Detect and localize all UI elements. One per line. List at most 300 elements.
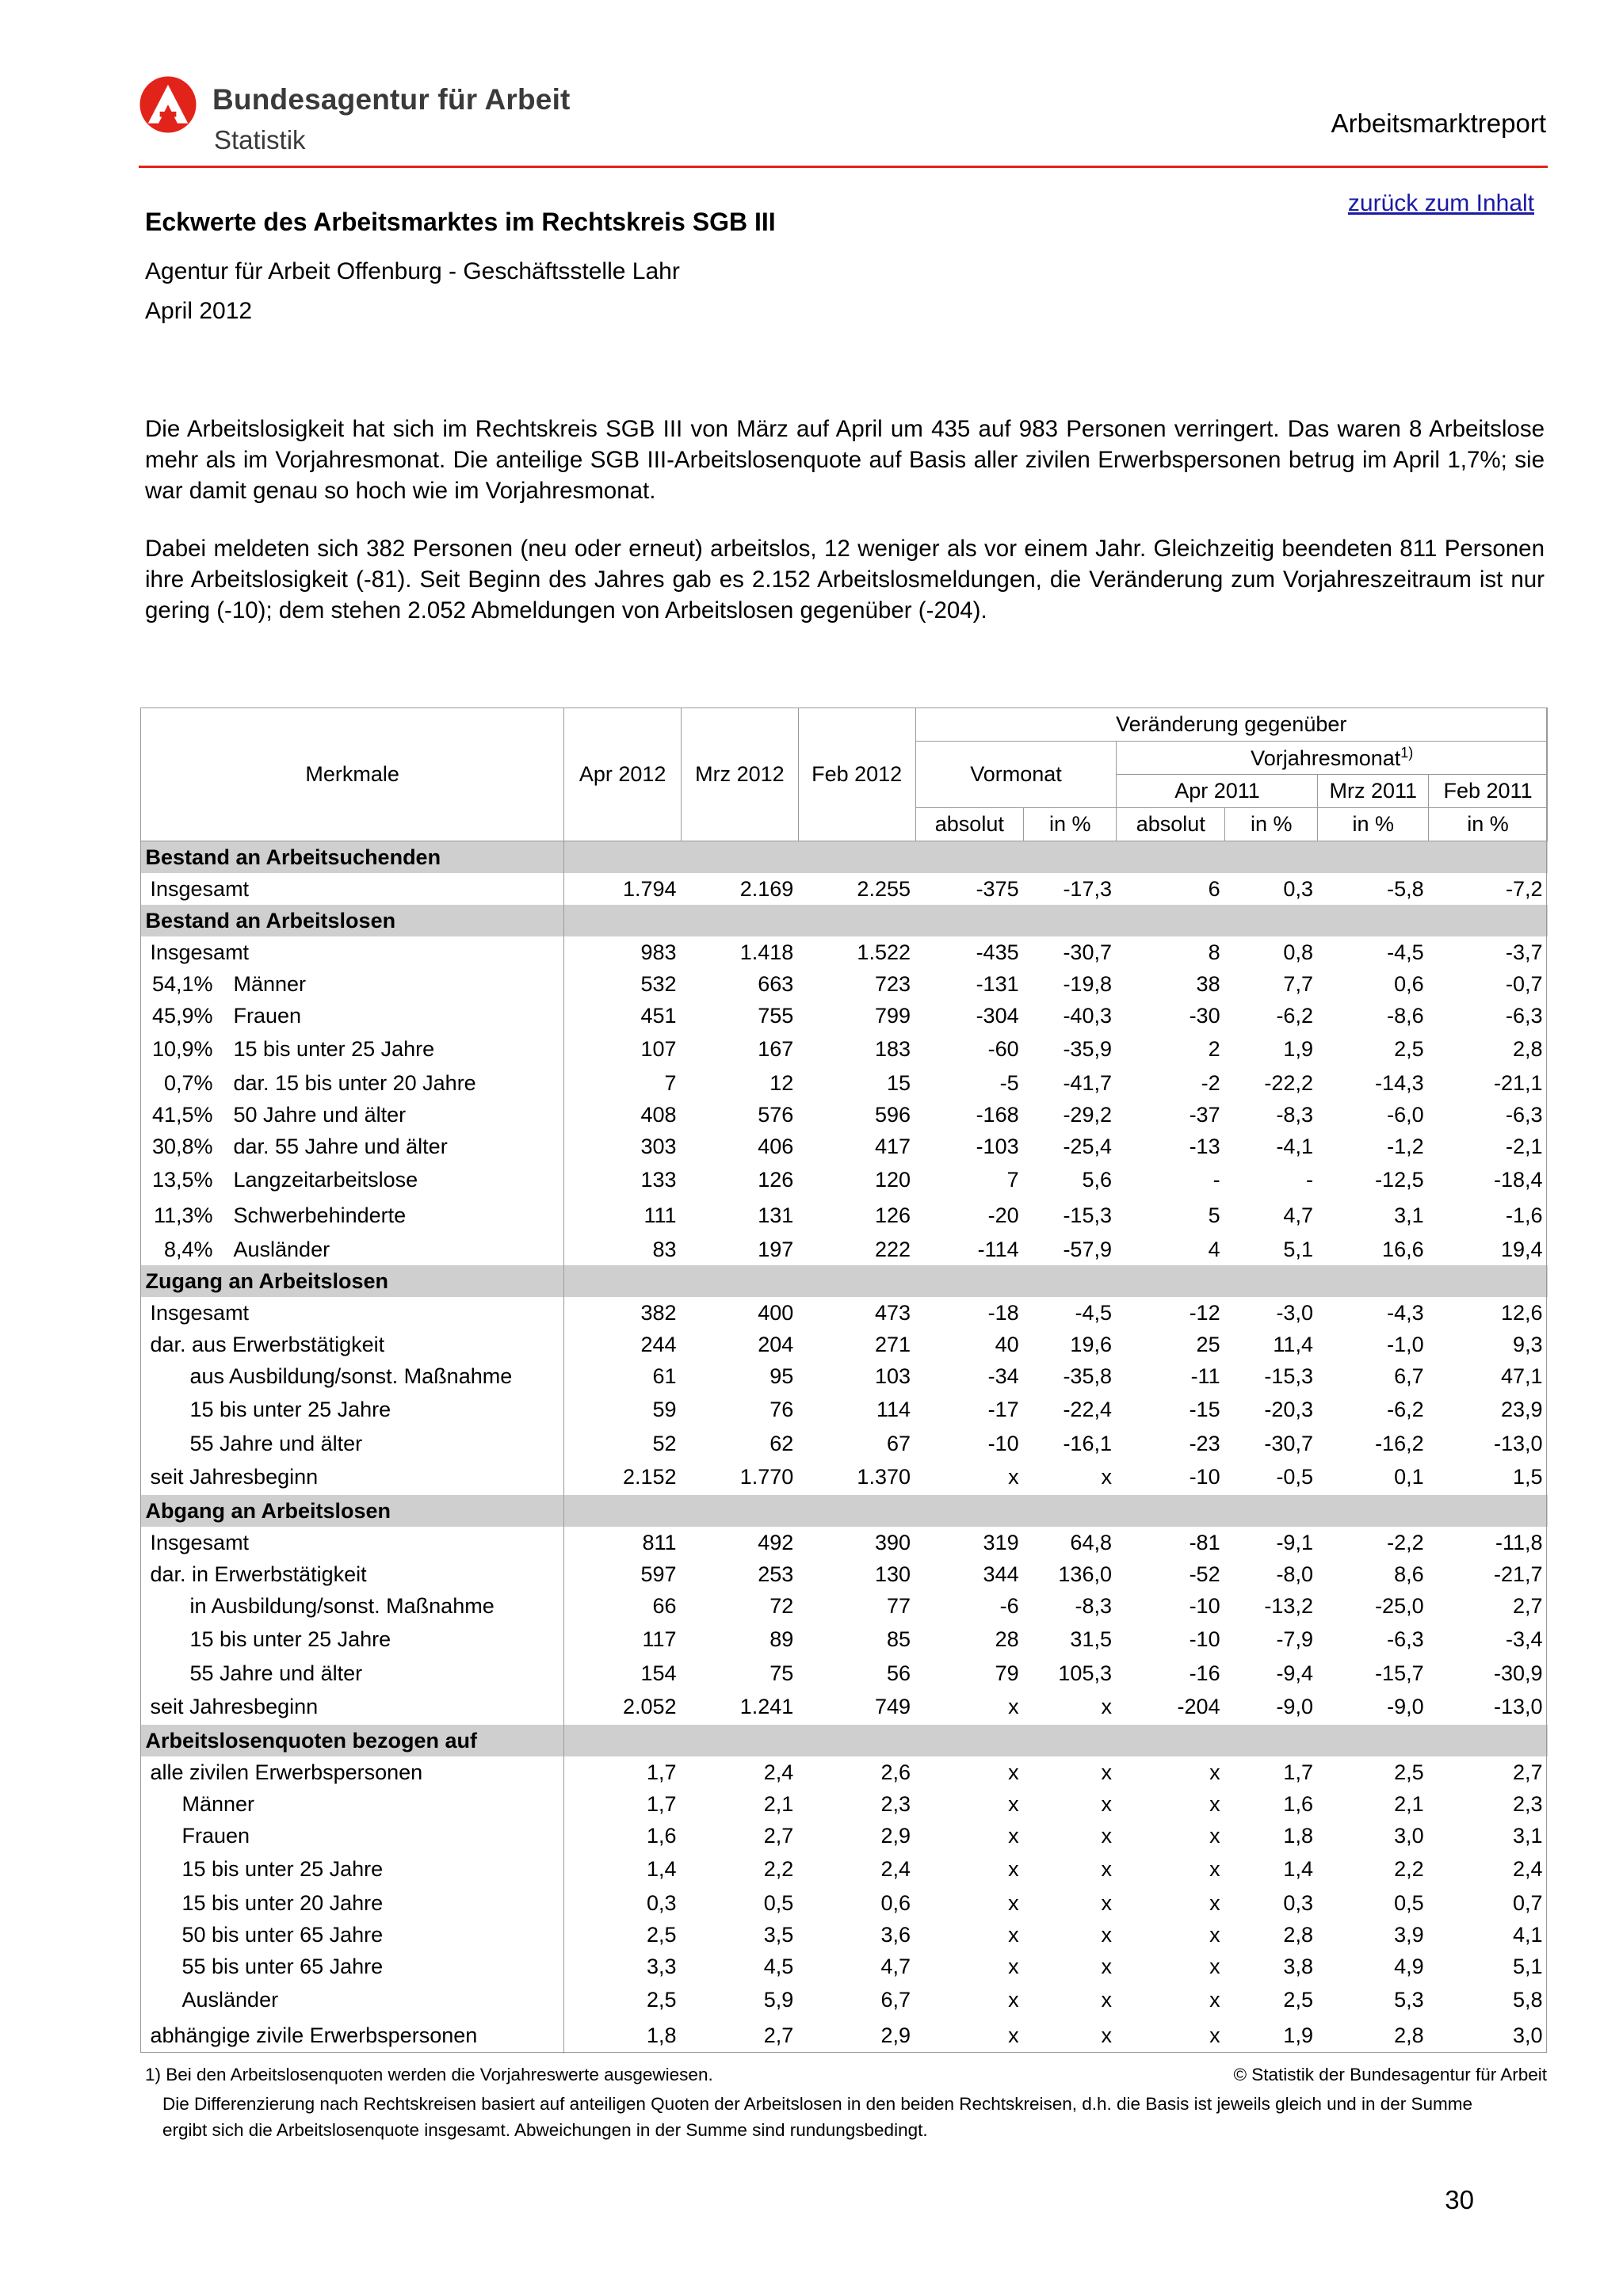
table-cell: x — [1101, 1857, 1112, 1881]
row-label — [141, 1234, 564, 1265]
share-percent: 13,5% — [151, 1168, 213, 1192]
table-cell: 4,1 — [1512, 1922, 1543, 1947]
table-cell: x — [1101, 1695, 1112, 1718]
table-row — [141, 1788, 1548, 1820]
table-cell: 5,9 — [763, 1988, 794, 2012]
table-cell: -23 — [1189, 1431, 1220, 1455]
table-cell: -35,8 — [1063, 1363, 1112, 1388]
table-cell: x — [1101, 1760, 1112, 1784]
table-cell: 4,7 — [1283, 1203, 1313, 1227]
col-header-vormonat: Vormonat — [915, 742, 1117, 808]
table-row — [141, 1689, 1548, 1725]
table-row — [141, 1392, 1548, 1428]
table-cell: -15,3 — [1063, 1203, 1112, 1227]
table-cell: x — [1209, 1922, 1220, 1947]
table-cell: 222 — [874, 1237, 911, 1261]
table-cell: 52 — [652, 1431, 677, 1455]
col-header-absolut-apr2011: absolut — [1117, 808, 1225, 841]
table-cell — [564, 905, 682, 936]
col-header-pct-feb2011: in % — [1429, 808, 1548, 841]
table-cell: 6,7 — [880, 1988, 911, 2012]
row-label-text: Männer — [233, 971, 307, 996]
table-cell — [1318, 841, 1429, 874]
table-cell: 382 — [640, 1300, 677, 1325]
report-period: April 2012 — [145, 298, 253, 324]
table-cell: -9,0 — [1276, 1695, 1313, 1718]
table-cell — [915, 841, 1024, 874]
table-row — [141, 1162, 1548, 1198]
footnote-2: Die Differenzierung nach Rechtskreisen basiert auf anteiligen Quoten der Arbeitslosen in den beiden Rechtskreisen, d.h. die Basis ist jeweils gleich und in der Summe ergibt sich die Arbeitslosenquote insgesamt. Abweichungen in der Summe sind rundungsbedingt. — [162, 2094, 1473, 2140]
report-title: Arbeitsmarktreport — [1331, 109, 1546, 138]
table-cell: -13,0 — [1493, 1695, 1543, 1718]
table-cell — [682, 1265, 799, 1297]
table-cell: 2,1 — [763, 1791, 794, 1816]
row-label: Bestand an Arbeitsuchenden — [141, 841, 564, 874]
row-label — [141, 1198, 564, 1234]
table-cell — [798, 1265, 915, 1297]
row-label: Frauen — [181, 1823, 250, 1848]
table-cell: 62 — [769, 1431, 794, 1455]
row-label — [141, 1000, 564, 1032]
col-header-vorjahresmonat: Vorjahresmonat$^{1)}$ — [1117, 742, 1548, 775]
row-label-text: Frauen — [233, 1003, 302, 1028]
table-cell: -6 — [999, 1593, 1019, 1618]
table-cell: - — [1212, 1168, 1220, 1192]
row-label: seit Jahresbeginn — [150, 1695, 319, 1718]
row-label-text: dar. 15 bis unter 20 Jahre — [233, 1070, 476, 1095]
table-cell: x — [1209, 1988, 1220, 2012]
table-cell: 197 — [758, 1237, 794, 1261]
table-cell: -11,8 — [1495, 1530, 1543, 1554]
table-cell: -103 — [976, 1134, 1019, 1158]
row-label: 15 bis unter 25 Jahre — [189, 1627, 391, 1651]
table-cell: 2.255 — [857, 876, 911, 901]
table-row — [141, 1982, 1548, 2018]
table-cell: 1,7 — [646, 1791, 677, 1816]
table-cell: -15 — [1189, 1398, 1220, 1421]
table-cell: 2.169 — [739, 876, 794, 901]
table-cell: - — [1305, 1168, 1313, 1192]
table-cell: 107 — [640, 1037, 677, 1061]
row-label: aus Ausbildung/sonst. Maßnahme — [189, 1363, 513, 1388]
table-cell — [1024, 1725, 1117, 1756]
table-row — [141, 1329, 1548, 1360]
table-cell: 532 — [640, 971, 677, 996]
page-header — [0, 0, 1623, 174]
row-label: Ausländer — [181, 1988, 279, 2012]
row-label: dar. in Erwerbstätigkeit — [150, 1562, 367, 1586]
table-body — [141, 841, 1548, 2054]
row-label-text: Schwerbehinderte — [233, 1203, 407, 1227]
table-cell: 3,3 — [646, 1954, 677, 1978]
table-row — [141, 1032, 1548, 1067]
table-cell: 0,6 — [880, 1890, 911, 1915]
table-cell: 2,3 — [1512, 1791, 1543, 1816]
agency-name: Agentur für Arbeit Offenburg - Geschäftsstelle Lahr — [145, 258, 680, 284]
table-cell: 1,5 — [1512, 1465, 1543, 1489]
row-label: Arbeitslosenquoten bezogen auf — [141, 1725, 564, 1756]
table-cell — [1225, 1265, 1318, 1297]
table-cell: 133 — [640, 1168, 677, 1192]
table-cell: x — [1008, 1890, 1019, 1915]
table-row — [141, 968, 1548, 1000]
table-cell: 2,7 — [763, 1823, 794, 1848]
table-cell: 7 — [664, 1070, 677, 1095]
org-subtitle: Statistik — [214, 125, 306, 154]
table-row — [141, 1131, 1548, 1162]
table-cell: -0,7 — [1505, 971, 1543, 996]
table-cell — [1117, 905, 1225, 936]
table-cell: 3,9 — [1394, 1922, 1424, 1947]
labor-market-table — [140, 707, 1548, 2054]
table-cell: 1.770 — [739, 1465, 794, 1489]
table-cell: 303 — [640, 1134, 677, 1158]
table-cell: 344 — [983, 1562, 1019, 1586]
table-row — [141, 1360, 1548, 1392]
copyright-note: © Statistik der Bundesagentur für Arbeit — [1233, 2065, 1547, 2084]
table-cell — [915, 1725, 1024, 1756]
col-header-mrz-2012: Mrz 2012 — [682, 708, 799, 841]
table-cell — [682, 841, 799, 874]
table-cell: 38 — [1196, 971, 1220, 996]
row-label: alle zivilen Erwerbspersonen — [150, 1760, 423, 1784]
table-cell: 1,7 — [646, 1760, 677, 1784]
table-cell: 3,0 — [1394, 1823, 1424, 1848]
table-cell: 2,4 — [1512, 1857, 1543, 1881]
table-cell: 408 — [640, 1102, 677, 1127]
table-cell: 1,4 — [646, 1857, 677, 1881]
table-cell: -41,7 — [1063, 1070, 1112, 1095]
table-cell: -40,3 — [1063, 1003, 1112, 1028]
table-cell: 6,7 — [1394, 1363, 1424, 1388]
table-cell: 77 — [886, 1593, 911, 1618]
table-cell — [798, 905, 915, 936]
table-cell: -25,4 — [1063, 1134, 1112, 1158]
table-cell: 0,1 — [1394, 1465, 1424, 1489]
table-cell — [1225, 841, 1318, 874]
table-cell: 67 — [886, 1431, 911, 1455]
table-cell — [915, 1265, 1024, 1297]
table-cell: -14,3 — [1375, 1070, 1424, 1095]
table-cell: 3,1 — [1512, 1823, 1543, 1848]
table-cell: 811 — [642, 1530, 677, 1554]
table-cell: 1,6 — [646, 1823, 677, 1848]
table-cell: -6,0 — [1387, 1102, 1424, 1127]
table-cell: -8,0 — [1276, 1562, 1313, 1586]
table-cell — [1117, 1495, 1225, 1527]
table-cell: -22,4 — [1063, 1398, 1112, 1421]
table-cell: 130 — [874, 1562, 911, 1586]
table-cell: 1,7 — [1283, 1760, 1313, 1784]
table-cell: 492 — [758, 1530, 794, 1554]
table-cell — [1024, 1265, 1117, 1297]
table-cell: 19,4 — [1500, 1237, 1543, 1261]
table-cell: -57,9 — [1063, 1237, 1112, 1261]
table-cell: 25 — [1196, 1332, 1220, 1356]
table-cell: -435 — [976, 940, 1019, 964]
table-row — [141, 1919, 1548, 1951]
table-cell: 2,5 — [1283, 1988, 1313, 2012]
table-cell: x — [1008, 2023, 1019, 2047]
table-cell — [1117, 841, 1225, 874]
table-cell: 2,6 — [880, 1760, 911, 1784]
table-cell: -4,1 — [1276, 1134, 1313, 1158]
table-cell: 597 — [640, 1562, 677, 1586]
table-cell: -37 — [1189, 1102, 1220, 1127]
table-cell: 663 — [758, 971, 794, 996]
table-cell: 2,1 — [1394, 1791, 1424, 1816]
row-label — [141, 1032, 564, 1067]
table-cell: -20,3 — [1264, 1398, 1313, 1421]
table-cell: 154 — [640, 1661, 677, 1685]
table-cell: 85 — [886, 1627, 911, 1651]
table-cell — [564, 1265, 682, 1297]
table-cell: 2,2 — [1394, 1857, 1424, 1881]
table-cell: 2,7 — [1512, 1593, 1543, 1618]
table-cell: 755 — [758, 1003, 794, 1028]
table-cell: x — [1101, 1791, 1112, 1816]
row-label — [141, 1067, 564, 1099]
table-cell: 1.418 — [739, 940, 794, 964]
table-cell: 2,8 — [1512, 1037, 1543, 1061]
table-cell: 103 — [874, 1363, 911, 1388]
table-cell: -2 — [1201, 1070, 1220, 1095]
table-cell: 2,4 — [763, 1760, 794, 1784]
table-cell — [1429, 1725, 1548, 1756]
table-cell: 31,5 — [1070, 1627, 1112, 1651]
table-cell: -3,0 — [1276, 1300, 1313, 1325]
table-cell: 0,3 — [1283, 1890, 1313, 1915]
table-cell: 11,4 — [1273, 1332, 1313, 1356]
table-cell: 400 — [758, 1300, 794, 1325]
table-cell: -18,4 — [1493, 1168, 1543, 1192]
table-cell: 126 — [874, 1203, 911, 1227]
table-cell: 61 — [652, 1363, 677, 1388]
table-cell — [1318, 1495, 1429, 1527]
table-cell: 2,5 — [646, 1988, 677, 2012]
table-cell: 15 — [886, 1070, 911, 1095]
footnote-1: 1) Bei den Arbeitslosenquoten werden die Vorjahreswerte ausgewiesen. — [145, 2065, 713, 2084]
table-row — [141, 1000, 1548, 1032]
table-cell: 417 — [874, 1134, 911, 1158]
col-header-pct-vormonat: in % — [1024, 808, 1117, 841]
table-cell — [1429, 905, 1548, 936]
row-label: Abgang an Arbeitslosen — [141, 1495, 564, 1527]
table-cell: -17 — [987, 1398, 1019, 1421]
table-cell: 799 — [874, 1003, 911, 1028]
table-cell: -22,2 — [1264, 1070, 1313, 1095]
table-cell: 576 — [758, 1102, 794, 1127]
row-label — [141, 1099, 564, 1131]
table-cell: 131 — [758, 1203, 794, 1227]
table-cell: 3,6 — [880, 1922, 911, 1947]
table-cell: -4,3 — [1387, 1300, 1424, 1325]
table-cell: -2,2 — [1387, 1530, 1424, 1554]
table-cell — [1225, 1725, 1318, 1756]
table-cell: 114 — [876, 1398, 911, 1421]
table-cell: 2,8 — [1394, 2023, 1424, 2047]
row-label: 15 bis unter 25 Jahre — [181, 1857, 384, 1881]
table-cell: 126 — [758, 1168, 794, 1192]
table-row — [141, 1527, 1548, 1558]
table-cell: -13,2 — [1264, 1593, 1313, 1618]
table-cell: -19,8 — [1063, 971, 1112, 996]
row-label: Insgesamt — [150, 1530, 250, 1554]
col-header-mrz-2011: Mrz 2011 — [1318, 775, 1429, 808]
table-cell: x — [1209, 1791, 1220, 1816]
table-cell: 2,4 — [880, 1857, 911, 1881]
table-cell: 2,7 — [1512, 1760, 1543, 1784]
table-cell: 12 — [769, 1070, 794, 1095]
table-cell: 390 — [874, 1530, 911, 1554]
table-cell: -8,3 — [1276, 1102, 1313, 1127]
table-cell — [564, 1725, 682, 1756]
table-cell: x — [1008, 1823, 1019, 1848]
table-cell: x — [1101, 2023, 1112, 2047]
col-header-feb-2011: Feb 2011 — [1429, 775, 1548, 808]
table-cell: -60 — [987, 1037, 1019, 1061]
table-cell: 2,5 — [646, 1922, 677, 1947]
table-cell: x — [1008, 1695, 1019, 1718]
table-cell: -6,3 — [1505, 1003, 1543, 1028]
row-label: Insgesamt — [150, 876, 250, 901]
table-cell: 89 — [769, 1627, 794, 1651]
table-cell: 271 — [874, 1332, 911, 1356]
table-cell: -81 — [1189, 1530, 1220, 1554]
table-cell: -30,7 — [1264, 1431, 1313, 1455]
table-section-row — [141, 1725, 1548, 1756]
table-cell: 0,3 — [1283, 876, 1313, 901]
table-cell: -30,9 — [1493, 1661, 1543, 1685]
table-cell: -16,2 — [1375, 1431, 1424, 1455]
table-cell: 1.370 — [857, 1465, 911, 1489]
table-row — [141, 1099, 1548, 1131]
table-cell: x — [1008, 1954, 1019, 1978]
table-cell: 4 — [1208, 1237, 1220, 1261]
table-cell: x — [1101, 1823, 1112, 1848]
table-cell — [564, 841, 682, 874]
col-header-merkmale: Merkmale — [141, 708, 564, 841]
table-cell: 2,3 — [880, 1791, 911, 1816]
table-row — [141, 1657, 1548, 1689]
back-to-contents-link[interactable]: zurück zum Inhalt — [1347, 190, 1534, 216]
table-cell: 183 — [874, 1037, 911, 1061]
table-cell: -3,4 — [1505, 1627, 1543, 1651]
table-cell: x — [1209, 1890, 1220, 1915]
table-cell: x — [1209, 1760, 1220, 1784]
table-cell: x — [1008, 1760, 1019, 1784]
share-percent: 8,4% — [163, 1237, 213, 1261]
table-cell: 1,9 — [1283, 1037, 1313, 1061]
table-cell: -25,0 — [1375, 1593, 1424, 1618]
table-cell: 3,0 — [1512, 2023, 1543, 2047]
table-cell: -21,1 — [1493, 1070, 1543, 1095]
table-cell: 72 — [769, 1593, 794, 1618]
table-cell — [682, 1495, 799, 1527]
table-cell: x — [1209, 1823, 1220, 1848]
row-label: Insgesamt — [150, 1300, 250, 1325]
table-cell: -8,3 — [1075, 1593, 1112, 1618]
table-cell: 75 — [769, 1661, 794, 1685]
table-row — [141, 2018, 1548, 2054]
table-row — [141, 1459, 1548, 1495]
row-label: 15 bis unter 25 Jahre — [189, 1398, 391, 1421]
table-cell: 204 — [758, 1332, 794, 1356]
table-cell: 120 — [874, 1168, 911, 1192]
page-number: 30 — [1445, 2185, 1474, 2214]
table-cell: 0,3 — [646, 1890, 677, 1915]
table-cell: 5,8 — [1512, 1988, 1543, 2012]
table-cell: x — [1008, 1791, 1019, 1816]
table-cell: 2,2 — [763, 1857, 794, 1881]
table-cell: 56 — [886, 1661, 911, 1685]
table-cell: 983 — [640, 940, 677, 964]
table-cell: 3,1 — [1394, 1203, 1424, 1227]
row-label: Zugang an Arbeitslosen — [141, 1265, 564, 1297]
table-cell: -1,0 — [1387, 1332, 1424, 1356]
table-cell: 2.052 — [622, 1695, 677, 1718]
table-cell: 47,1 — [1500, 1363, 1543, 1388]
table-cell: -10 — [1189, 1627, 1220, 1651]
table-cell: x — [1209, 1857, 1220, 1881]
table-cell: 9,3 — [1512, 1332, 1543, 1356]
row-label: 55 bis unter 65 Jahre — [181, 1954, 384, 1978]
table-cell — [798, 841, 915, 874]
table-cell: -8,6 — [1387, 1003, 1424, 1028]
row-label — [141, 1131, 564, 1162]
table-cell — [915, 1495, 1024, 1527]
table-cell: 76 — [769, 1398, 794, 1421]
table-cell: -15,7 — [1375, 1661, 1424, 1685]
table-cell: x — [1008, 1857, 1019, 1881]
table-cell — [1225, 905, 1318, 936]
table-cell: -15,3 — [1264, 1363, 1313, 1388]
table-cell: 59 — [652, 1398, 677, 1421]
col-header-absolut-vormonat: absolut — [915, 808, 1024, 841]
table-cell: -9,0 — [1387, 1695, 1424, 1718]
table-cell: 64,8 — [1070, 1530, 1112, 1554]
table-cell: 1,9 — [1283, 2023, 1313, 2047]
table-cell — [682, 1725, 799, 1756]
table-cell: -9,1 — [1276, 1530, 1313, 1554]
share-percent: 41,5% — [151, 1102, 213, 1127]
table-cell — [1117, 1725, 1225, 1756]
share-percent: 0,7% — [163, 1070, 213, 1095]
row-label: Bestand an Arbeitslosen — [141, 905, 564, 936]
table-cell: 253 — [758, 1562, 794, 1586]
table-cell — [1318, 1265, 1429, 1297]
table-cell: -0,5 — [1276, 1465, 1313, 1489]
table-cell: x — [1008, 1922, 1019, 1947]
table-cell: 2,5 — [1394, 1760, 1424, 1784]
table-cell: 723 — [874, 971, 911, 996]
row-label: Insgesamt — [150, 940, 250, 964]
table-section-row — [141, 1495, 1548, 1527]
table-cell: -4,5 — [1387, 940, 1424, 964]
table-cell: 105,3 — [1058, 1661, 1112, 1685]
table-cell: -10 — [1189, 1593, 1220, 1618]
share-percent: 11,3% — [153, 1203, 213, 1227]
table-cell: 79 — [995, 1661, 1019, 1685]
table-cell — [1318, 1725, 1429, 1756]
table-cell: -7,9 — [1276, 1627, 1313, 1651]
table-cell — [1429, 1495, 1548, 1527]
share-percent: 10,9% — [151, 1037, 213, 1061]
table-cell — [1024, 905, 1117, 936]
row-label — [141, 1162, 564, 1198]
row-label: 50 bis unter 65 Jahre — [181, 1922, 384, 1947]
col-header-apr-2012: Apr 2012 — [564, 708, 682, 841]
